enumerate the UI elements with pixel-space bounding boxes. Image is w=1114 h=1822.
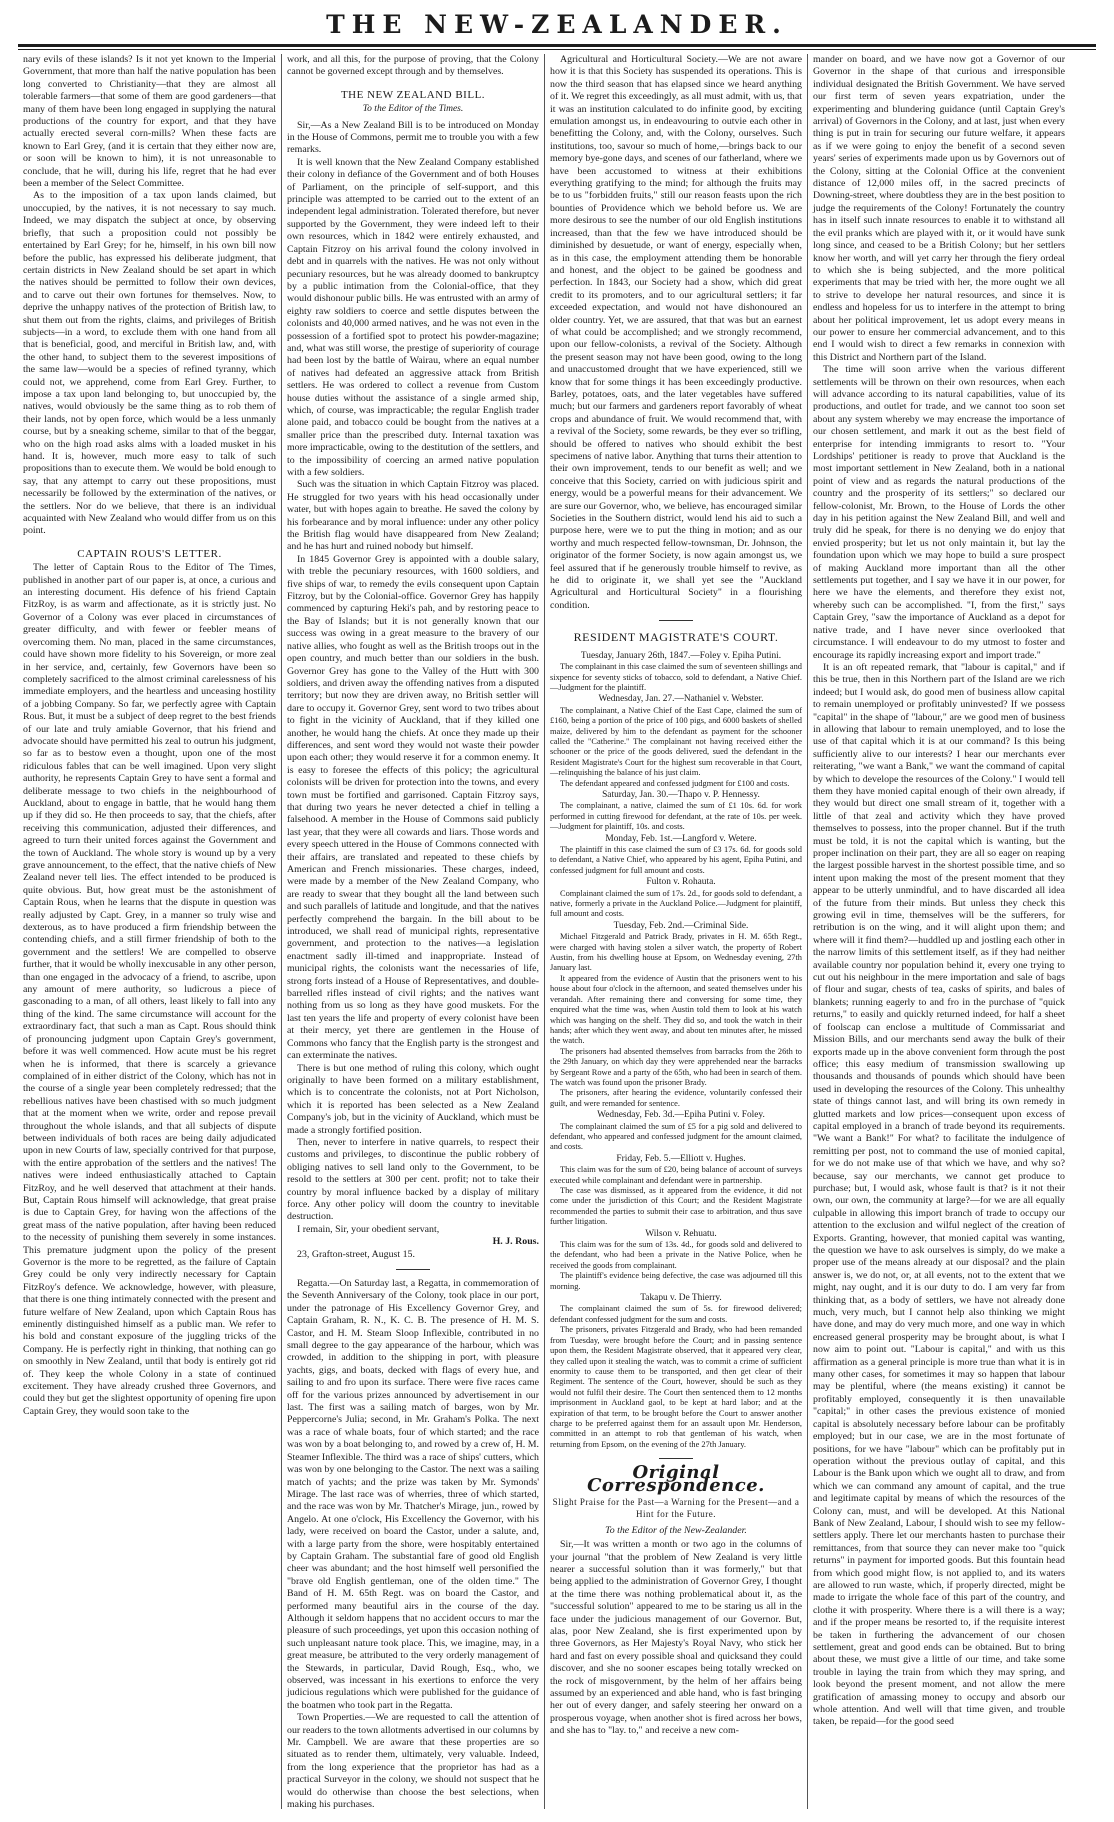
court-case-text: The complainant, a native, claimed the sum of £1 10s. 6d. for work performed in cutting firewood for defendant, at the rate of 10s. per week.—Judgment for plaintiff, 10s. and costs.	[550, 801, 802, 832]
court-date-line: Friday, Feb. 5.—Elliott v. Hughes.	[616, 1153, 746, 1164]
body-paragraph: Sir,—It was written a month or two ago in the columns of your journal "that the problem of New Zealand is very little nearer a successful solution than it was formerly," but that being applied to the administration of Governor Grey, I thought at the time there was nothing problematical about it, as the "successful solution" appeared to me to be staring us all in the face under the judicious management of our Governor. But, alas, poor New Zealand, she is first experimented upon by three Governors, as Her Majesty's Royal Navy, who stick her hard and fast on every possible shoal and quicksand they could discover, and she no sooner escapes being totally wrecked on the rock of misgovernment, by the helm of her affairs being assumed by an experienced and able hand, who is fast bringing her out of every danger, and safely steering her onward on a prosperous voyage, when another shot is fired across her bows, and she has to "lay. to," and receive a new com-	[550, 1539, 802, 1737]
court-case-text: This claim was for the sum of 13s. 4d., for goods sold and delivered to the defendant, who had been a private in the Native Police, when he received the goods from complainant.	[550, 1240, 802, 1270]
section-headline: RESIDENT MAGISTRATE'S COURT.	[573, 630, 779, 645]
section-separator	[396, 1269, 430, 1270]
body-paragraph: In 1845 Governor Grey is appointed with a double salary, with treble the pecuniary resources, with 1600 soldiers, and five ships of war, to remedy the evils consequent upon Captain Fitzroy, but by the Colonial-office. Governor Grey has happily commenced by capturing Heki's pah, and by restoring peace to the Bay of Islands; but it is not generally known that our success was owing in a great measure to the bravery of our native allies, who fought as well as the British troops out in the open country, and much better than our soldiers in the bush. Governor Grey has gone to the Valley of the Hutt with 300 soldiers, and driven away the offending natives from a disputed territory; but now they are driven away, no British settler will dare to occupy it. Governor Grey, sent word to two tribes about to fight in the vicinity of Auckland, that if they killed one another, he would hang the chiefs. At once they made up their differences, and sent word they would not waste their powder upon each other; they would reserve it for a common enemy. It is easy to foresee the effects of this policy; the agricultural colonists will be driven for protection into the towns, and every town must be fortified and garrisoned. Captain Fitzroy says, that during two years he never detected a chief in telling a falsehood. A member in the House of Commons said publicly last year, that they were all cowards and liars. Those words and every speech uttered in the House of Commons connected with their affairs, are translated and repeated to these chiefs by American and French missionaries. These charges, indeed, were made by a member of the New Zealand Company, who are ready to swear that they bought all the land between such and such parallels of latitude and longitude, and that the natives perfectly comprehend the bargain. In the bill about to be introduced, we shall read of municipal rights, representative government, and protection to the natives—a legislation enactment sadly ill-timed and inappropriate. Instead of municipal rights, the colonists want the necessaries of life, strong forts instead of a House of Representatives, and double-barrelled rifles instead of civil rights; and the natives want nothing from us so long as they have good muskets. For the last ten years the life and property of every colonist have been at their mercy, yet there are gentlemen in the House of Commons who fancy that the English party is the strongest and can exterminate the natives.	[287, 553, 539, 1062]
letter-subhead: Slight Praise for the Past—a Warning for the Present—and a Hint for the Future.	[552, 1496, 800, 1520]
body-paragraph: It is well known that the New Zealand Company established their colony in defiance of the Government and of both Houses of Parliament, on the principle of self-support, and this principle was attempted to be carried out to the extent of an independent legal administration. Tolerated therefore, but never supported by the Government, they were indeed left to their own resources, which in 1842 were entirely exhausted, and Captain Fitzroy on his arrival found the colony involved in debt and in quarrels with the natives. He was not only without pecuniary resources, but he was already doomed to bankruptcy by a public intimation from the Colonial-office, that they would dishonour public bills. He was entrusted with an army of eighty raw soldiers to coerce and settle disputes between the colonists and 40,000 armed natives, and he was not even in the possession of a fortified spot to protect his powder-magazine; and, what was still worse, the prestige of superiority of courage had been lost by the battle of Wairau, where an equal number of natives had defeated an aggressive attack from British settlers. He was ordered to collect a revenue from Custom house duties without the assistance of a single armed ship, which, of course, was impracticable; the regular English trader alone paid, and tobacco could be bought from the natives at a smaller price than the prescribed duty. Internal taxation was more impracticable, owing to the destitution of the settlers, and to the impossibility of coercing an armed native population with a few soldiers.	[287, 156, 539, 478]
body-paragraph: The letter of Captain Rous to the Editor of The Times, published in another part of our paper is, at once, a curious and an interesting document. His defence of his friend Captain FitzRoy, is as warm and affectionate, as it is strictly just. No Governor of a Colony was ever placed in circumstances of greater difficulty, and with fewer or feebler means of overcoming them. No man, placed in the same circumstances, could have shown more fidelity to his Sovereign, or more zeal in her service, and, certainly, few Governors have been so completely sacrificed to the almost criminal carelessness of his immediate employers, and the heartless and unceasing hostility of a jobbing Company. So far, we perfectly agree with Captain Rous. But, it must be a subject of deep regret to the best friends of our late and truly amiable Governor, that his friend and advocate should have permitted his zeal to outrun his judgment, so far as to bestow even a thought, upon one of the most ridiculous fables that can be well imagined. Upon very slight authority, he represents Captain Grey to have sent a formal and deliberate message to two chiefs in the neighbourhood of Auckland, about to engage in battle, that he would hang them up if they did so. He then proceeds to say, that the chiefs, after receiving this communication, adjusted their differences, and agreed to turn their united forces against the Government and the town of Auckland. The whole story is wound up by a very grave announcement, to the effect, that the native chiefs of New Zealand never tell lies. The effect intended to be produced is quite obvious. But, how great must be the astonishment of Captain Rous, when he learns that the dispute in question was really adjusted by Capt. Grey, in a manner so truly wise and dexterous, as to have produced a firm friendship between the contending chiefs, and a still firmer friendship of both to the government and the settlers! We are compelled to observe further, that it would be wholly inexcusable in any other person, than one engaged in the advocacy of a friend, to ascribe, upon any amount of mere authority, so ludicrous a piece of gasconading to a man, of all others, least likely to fall into any thing of the kind. The same circumstance will account for the extraordinary fact, that such a man as Capt. Rous should think of pronouncing judgment upon Captain Grey's government, before it was well commenced. How acute must be his regret when he is informed, that there is scarcely a grievance complained of in either district of the Colony, which has not in the course of a single year been completely redressed; that the rebellious natives have been chastised with so much judgment that at the moment when we write, order and repose prevail throughout the whole islands, and that all subjects of dispute between individuals of both races are being daily adjudicated upon in new Courts of law, specially contrived for that purpose, with the entire approbation of the settlers and the natives! The natives were indeed enthusiastically attached to Captain FitzRoy, and he well deserved that attachment at their hands. But, Captain Rous himself will acknowledge, that great praise is due to Captain Grey, for having won the affections of the great mass of the native population, after having been reduced to the necessity of punishing them severely in some instances. This premature judgment upon the policy of the present Governor is the more to be regretted, as the failure of Captain Grey could be only very indirectly necessary for Captain FitzRoy's defence. We acknowledge, however, with pleasure, that there is one thing intimately connected with the present and future welfare of New Zealand, upon which Captain Rous has eminently distinguished himself as a public man. We refer to his bold and constant exposure of the juggling tricks of the Company. He is perfectly right in thinking, that nothing can go on smoothly in New Zealand, until that body is entirely got rid of. They keep the whole Colony in a state of continued excitement. They have already crushed three Governors, and could they but get the slightest opportunity of opening fire upon Captain Grey, they would soon take to the	[23, 562, 276, 1417]
court-date-line: Monday, Feb. 1st.—Langford v. Wetere.	[605, 833, 757, 844]
court-case-text: The plaintiff's evidence being defective, the case was adjourned till this morning.	[550, 1271, 802, 1291]
letter-salutation: To the Editor of the New-Zealander.	[605, 1524, 747, 1536]
court-case-text: Michael Fitzgerald and Patrick Brady, privates in H. M. 65th Regt., were charged with having stolen a silver watch, the property of Robert Austin, from his dwelling house at Epsom, on Wednesday evening, 27th January last.	[550, 932, 802, 973]
columns	[18, 54, 1096, 1809]
court-case-text: The prisoners, after hearing the evidence, voluntarily confessed their guilt, and were remanded for sentence.	[550, 1088, 802, 1108]
body-paragraph: I remain, Sir, your obedient servant,	[297, 1223, 440, 1235]
court-case-text: The complainant, a Native Chief of the East Cape, claimed the sum of £160, being a portion of the price of 100 pigs, and 6000 baskets of shelled maize, delivered by him to the defendant as payment for the schooner called the "Catherine." The complainant not having received either the schooner or the price of the goods delivered, sued the defendant in the Resident Magistrate's Court for the highest sum recoverable in that Court,—relinquishing the balance of his just claim.	[550, 705, 802, 778]
body-paragraph: nary evils of these islands? Is it not yet known to the Imperial Government, that more than half the native population has been long converted to Christianity—that they are almost all tolerable farmers—that some of them are good gardeners—that many of them have been long engaged in supplying the natural productions of the country for export, and that they have actually erected several corn-mills? When these facts are known to Earl Grey, (and it is certain that they either now are, or soon will be known to him), it is not unreasonable to conclude, that he will, during his life, regret that he had ever been a member of the Select Committee.	[23, 54, 276, 190]
body-paragraph: Regatta.—On Saturday last, a Regatta, in commemoration of the Seventh Anniversary of the Colony, took place in our port, under the patronage of His Excellency Governor Grey, and Captain Graham, R. N., K. C. B. The presence of H. M. S. Castor, and H. M. Steam Sloop Inflexible, contributed in no small degree to the gay appearance of the harbour, which was crowded, in addition to the shipping in port, with pleasure yachts, gigs, and boats, decked with flags of every hue, and sailing to and fro upon its surface. There were five races came off for the various prizes announced by advertisement in our last. The first was a sailing match of barges, won by Mr. Peppercorne's Julia; second, in Mr. Graham's Polka. The next was a race of whale boats, four of which started; and the race was won by a boat belonging to, and rowed by a crew of, H. M. Steamer Inflexible. The third was a race of ships' cutters, which was won by one belonging to the Castor. The next was a sailing match of yachts; and the prize was taken by Mr. Symonds' Mirage. The last race was of wherries, three of which started, and the race was won by Mr. Thatcher's Mirage, jun., rowed by Angelo. At one o'clock, His Excellency the Governor, with his lady, were received on board the Castor, under a salute, and, with a large party from the shore, were hospitably entertained by Captain Graham. The substantial fare of good old English cheer was abundant; and the host himself well personified the "brave old English gentleman, one of the olden time." The Band of H. M. 65th Regt. was on board the Castor, and performed many beautiful airs in the course of the day. Although it seldom happens that no accident occurs to mar the pleasure of such proceedings, yet upon this occasion nothing of such unpleasant nature took place. This, we imagine, may, in a great measure, be attributed to the very orderly management of the Stewards, in particular, David Rough, Esq., who, we observed, was incessant in his exertions to enforce the very judicious regulations which were published for the guidance of the boatmen who took part in the Regatta.	[287, 1278, 539, 1711]
court-case-text: The case was dismissed, as it appeared from the evidence, it did not come under the jurisdiction of this Court; and the Resident Magistrate recommended the parties to submit their case to arbitration, and thus save further litigation.	[550, 1186, 802, 1227]
court-case-text: This claim was for the sum of £20, being balance of account of surveys executed while complainant and defendant were in partnership.	[550, 1165, 802, 1185]
court-date-line: Wilson v. Rehuatu.	[645, 1228, 717, 1239]
court-case-text: It appeared from the evidence of Austin that the prisoners went to his house about four o'clock in the afternoon, and seated themselves under his verandah. After remaining there and conversing for some time, they enquired what the time was, when Austin told them to look at his watch which was hanging on the shelf. They did so, and took the watch in their hands; after which they went away, and about ten minutes after, he missed the watch.	[550, 973, 802, 1046]
body-paragraph: As to the imposition of a tax upon lands claimed, but unoccupied, by the natives, it is not necessary to say much. Indeed, we may dispatch the subject at once, by observing briefly, that such a proposition could not possibly be entertained by Earl Grey; for he, himself, in his own bill now before the public, has expressed his deliberate judgment, that certain districts in New Zealand should be set apart in which the natives should be permitted to follow their own devices, and to carve out their own fortunes for themselves. Now, to deprive the unhappy natives of the protection of British law, to shut them out from the rights, claims, and privileges of British subjects—in a word, to exclude them with one hand from all that is beneficial, good, and merciful in British law, and, with the other hand, to subject them to the severest impositions of the same law—would be a species of refined tyranny, which could not, we apprehend, come from Earl Grey. Further, to impose a tax upon land belonging to, but unoccupied by, the natives, would obviously be the same thing as to rob them of their lands, not by open force, which would be a less unmanly course, but by a sneaking scheme, similar to that of the beggar, who on the high road asks alms with a loaded musket in his hand. It is, however, much more easy to talk of such propositions than to execute them. We would be bold enough to say, that any attempt to carry out these propositions, must necessarily be followed by the extermination of the natives, or the settlers. Nor do we believe, that there is an individual acquainted with New Zealand who would differ from us on this point.	[23, 190, 276, 537]
court-date-line: Takapu v. De Thierry.	[640, 1293, 722, 1304]
body-paragraph: mander on board, and we have now got a Governor of our Governor in the shape of that curious and irresponsible individual designated the British Government. We have served our first term of seven years expatriation, under the experimenting and blundering guidance (until Captain Grey's arrival) of Governors in the Colony, and at last, just when every thing is put in train for securing our future welfare, it appears as if we were going to enjoy the benefit of a second seven years' series of experiments made upon us by Governors out of the Colony, sitting at the Colonial Office at the convenient distance of 12,000 miles off, in the sacred precincts of Downing-street, where doubtless they are in the best position to judge the requirements of the Colony! Fortunately the country has in itself such innate resources to enable it to withstand all the evil pranks which are played with it, or it would have sunk long since, and ceased to be a British Colony; but her settlers know her worth, and will yet carry her through the fiery ordeal to which she is being subjected, and the more political experiments that may be tried with her, the more ought we all to strive to develope her natural resources, and since it is endless and hopeless for us to interfere in the attempt to bring about her political improvement, let us adopt every means in our power to ensure her commercial advancement, and to this end I would wish to direct a few remarks in connexion with this District and Northern part of the Island.	[813, 54, 1065, 363]
body-paragraph: The time will soon arrive when the various different settlements will be thrown on their own resources, when each will advance according to its natural capabilities, value of its productions, and outlet for trade, and we cannot too soon set about any system whereby we may encrease the importance of our chosen settlement, and mark it out as the best field of enterprise for intending immigrants to resort to. "Your Lordships' petitioner is ready to prove that Auckland is the most important settlement in New Zealand, both in a national point of view and as regards the natural productions of the country and the prosperity of its settlers;" so declared our fellow-colonist, Mr. Brown, to the House of Lords the other day in his petition against the New Zealand Bill, and well and truly did he speak, for there is no denying we do enjoy that envied prosperity; but let us not only maintain it, but lay the foundation upon which we may hope to build a sure prospect of making Auckland more important than all the other settlements put together, and I say we have it in our power, for here we have the elements, and therefore they exist not, whereby such can be accomplished. "I, from the first," says Captain Grey, "saw the importance of Auckland as a depot for native trade, and I have never since overlooked that circumstance. I will endeavour to do my utmost to foster and encourage its rapidly increasing export and import trade."	[813, 364, 1065, 661]
column-3	[544, 54, 807, 1809]
body-paragraph: Town Properties.—We are requested to call the attention of our readers to the town allotments advertised in our columns by Mr. Campbell. We are aware that these properties are so situated as to render them, ultimately, very valuable. Indeed, from the long experience that the proprietor has had as a practical Surveyor in the colony, we should not suspect that he would do otherwise than choose the best selections, when making his purchases.	[287, 1712, 539, 1809]
body-paragraph: There is but one method of ruling this colony, which ought originally to have been formed on a military establishment, which is to concentrate the colonists, not at Port Nicholson, which it is reported has been selected as a New Zealand Company's job, but in the vicinity of Auckland, which must be made a strongly fortified position.	[287, 1062, 539, 1136]
article-subhead: To the Editor of the Times.	[362, 104, 464, 115]
body-paragraph: work, and all this, for the purpose of proving, that the Colony cannot be governed except through and by themselves.	[287, 54, 539, 78]
section-separator	[659, 1458, 693, 1459]
body-paragraph: Then, never to interfere in native quarrels, to respect their customs and privileges, to discontinue the public robbery of obliging natives to sell land only to the Government, to be resold to the settlers at 300 per cent. profit; not to take their country by moral influence backed by a display of military force. Any other policy will doom the country to inevitable destruction.	[287, 1136, 539, 1223]
body-paragraph: Sir,—As a New Zealand Bill is to be introduced on Monday in the House of Commons, permit me to trouble you with a few remarks.	[287, 119, 539, 156]
section-headline: Original Correspondence.	[587, 1462, 765, 1496]
court-case-text: The complainant claimed the sum of £5 for a pig sold and delivered to defendant, who appeared and confessed judgment for the amount claimed, and costs.	[550, 1121, 802, 1152]
body-paragraph: Such was the situation in which Captain Fitzroy was placed. He struggled for two years with his head occasionally under water, but with hopes again to breathe. He saved the colony by his forbearance and by moral influence: under any other policy the British flag would have disappeared from New Zealand; and he has hurt and ruined nobody but himself.	[287, 479, 539, 553]
body-paragraph: It is an oft repeated remark, that "labour is capital," and if this be true, then in this Northern part of the Island are we rich indeed; but I would ask, do good men of business allow capital to remain unemployed or profitably uninvested? If we possess "capital" in the shape of "labour," are we good men of business in allowing that labour to remain unemployed, and to lose the use of that capital which it is at our command? Is this being sufficiently alive to our interests? I hear our merchants ever reiterating, "we want a Bank," we want the command of capital by which to develope the resources of the Colony." I would tell them they have monied capital enough of their own already, if they would but direct one small stream of it, together with a little of that zeal and activity which they have proved themselves to possess, into the proper channel. But if the truth must be told, it is not the capital which is wanting, but the proper inclination on their part, they are all so eager on reaping the largest possible harvest in the shortest possible time, and so intent upon making the most of the present moment that they appear to be utterly unmindful, and to have discarded all idea of the future from their minds. But unless they check this growing evil in time, themselves will be the sufferers, for retribution is on the wing, and it will alight upon them; and where will it find them?—huddled up and jostling each other in the narrow limits of this settlement itself, as if they had neither available country nor population behind it, every one trying to cut out his neighbour in the mere importation and sale of bags of flour and sugar, chests of tea, casks of spirits, and bales of blankets; running eagerly to and fro in the purchase of "quick returns," to easily and quickly returned indeed, for half a sheet of foolscap can enclose a multitude of Commissariat and Mission Bills, and our merchants send away the bulk of their exports made up in the above convenient form through the post office; this easy medium of transmission swallowing up thousands and thousands of pounds which should have been used in developing the resources of the Colony. This unhealthy state of things cannot last, and will bring its own remedy in glutted markets and low prices—consequent upon excess of capital employed in a branch of trade beyond its requirements. "We want a Bank!" For what? to facilitate the indulgence of remitting per post, not to command the use of monied capital, for we do not make use of that which we have, and why so? because, say our merchants, we cannot get produce to purchase; but, I would ask, whose fault is that? is it not their own, our own, the community at large?—for we are all equally culpable in allowing this import branch of trade to occupy our attention to the exclusion and wilful neglect of the creation of Exports. Granting, however, that monied capital was wanting, the question we have to ask ourselves is simply, do we make a proper use of the means already at our disposal? and the plain answer is, we do not, or, at all events, not to the extent that we might, nay ought, and it is our duty to do. I am very far from thinking that, as a body of settlers, we have not already done much, very much, but I cannot help also thinking we might have done, and may do very much more, and one way in which encreased general prosperity may be brought about, is what I now aim to point out. "Labour is capital," and with us this affirmation as a general principle is more true than what it is in many other cases, for sometimes it may so happen that labour may be plentiful, where (the means existing) it cannot be profitably employed, consequently it is then unavailable "capital;" in other cases the previous existence of monied capital is absolutely necessary before labour can be profitably employed; but in our case, we are in the most fortunate of positions, for we have "labour" which can be profitably put in operation without the previous outlay of capital, and this Labour is the Bank upon which we ought all to draw, and from which we can command any amount of capital, and the true and legitimate capital by means of which the resources of the Colony can, must, and will be developed. At this National Bank of New Zealand, Labour, I should wish to see my fellow-settlers apply. There let our merchants hasten to purchase their remittances, from that source they can never make too "quick returns" in payment for imported goods. But this fountain head from which good might flow, is not applied to, and its waters are allowed to run waste, which, if properly directed, might be made to irrigate the whole face of this part of the country, and clothe it with prosperity. Where there is a will there is a way; and if the proper means be resorted to, if the requisite interest be taken in furthering the advancement of our chosen settlement, great and good ends can be obtained. But to bring about these, we must give a little of our time, and take some trouble in laying the train from which they may spring, and look beyond the present moment, and not allow the mere gratification of amassing money to occupy and absorb our whole attention. And well will that time given, and trouble taken, be repaid—for the good seed	[813, 661, 1065, 1728]
court-date-line: Saturday, Jan. 30.—Thapo v. P. Hennessy.	[602, 789, 760, 800]
court-date-line: Fulton v. Rohauta.	[646, 877, 716, 888]
court-case-text: The prisoners, privates Fitzgerald and Brady, who had been remanded from Tuesday, were brought before the Court; and in passing sentence upon them, the Resident Magistrate observed, that it appeared very clear, they called upon it stealing the watch, was to commit a crime of sufficient enormity to cause them to be transported, and then get clear of their Regiment. The sentence of the Court, however, should be such as they would not fulfil their desire. The Court then sentenced them to 12 months imprisonment in Auckland gaol, to be kept at hard labor; and at the expiration of that term, to be brought before the Court to answer another charge to be preferred against them for an assault upon Mr. Henderson, committed in an attempt to rob that gentleman of his watch, when returning from Epsom, on the evening of the 27th January.	[550, 1325, 802, 1449]
letter-address: 23, Grafton-street, August 15.	[297, 1248, 415, 1260]
court-case-text: The prisoners had absented themselves from barracks from the 26th to the 29th January, on which day they were apprehended near the barracks by Sergeant Rowe and a party of the 65th, who had been in search of them. The watch was found upon the prisoner Brady.	[550, 1046, 802, 1087]
court-case-text: Complainant claimed the sum of 17s. 2d., for goods sold to defendant, a native, formerly a private in the Auckland Police.—Judgment for plaintiff, full amount and costs.	[550, 888, 802, 919]
court-date-line: Wednesday, Feb. 3d.—Epiha Putini v. Foley.	[597, 1110, 765, 1121]
court-case-text: The complainant claimed the sum of 5s. for firewood delivered; defendant confessed judgment for the sum and costs.	[550, 1304, 802, 1324]
court-case-text: The defendant appeared and confessed judgment for £100 and costs.	[560, 778, 790, 788]
court-case-text: The plaintiff in this case claimed the sum of £3 17s. 6d. for goods sold to defendant, a Native Chief, who appeared by his agent, Epiha Putini, and confessed judgment for full amount and costs.	[550, 845, 802, 875]
column-4	[807, 54, 1070, 1809]
masthead: THE NEW-ZEALANDER.	[326, 10, 788, 39]
column-2	[281, 54, 544, 1809]
article-headline: THE NEW ZEALAND BILL.	[340, 88, 486, 101]
section-separator	[659, 620, 693, 621]
masthead-rule-thick	[18, 44, 1096, 47]
court-date-line: Tuesday, January 26th, 1847.—Foley v. Epiha Putini.	[580, 650, 782, 661]
letter-signature: H. J. Rous.	[492, 1236, 539, 1248]
masthead-rule-thin	[18, 49, 1096, 50]
article-headline: CAPTAIN ROUS'S LETTER.	[77, 547, 222, 560]
body-paragraph: Agricultural and Horticultural Society.—We are not aware how it is that this Society has suspended its operations. This is now the third season that has elapsed since we heard anything of it. We regret this exceedingly, as all must admit, with us, that it was an institution calculated to do infinite good, by exciting emulation amongst us, in endeavouring to outvie each other in benefitting the Colony, and, with the Colony, ourselves. Such institutions, too, savour so much of home,—brings back to our memory bye-gone days, and scenes of our fatherland, where we have been accustomed to witness at their exhibitions everything gratifying to the mind; for although the fruits may be to us "forbidden fruits," still our reason feasts upon the rich bounties of Providence which we behold before us. We are more desirous to see the number of our old English institutions increased, than that the few we have introduced should be diminished by desuetude, or want of energy, especially when, as in this case, the employment attending them be honorable and honest, and the object to be gained be goodness and perfection. In 1843, our Society had a show, which did great credit to its promoters, and to our agricultural settlers; it far exceeded expectation, and would not have dishonoured an older country. Yet, we are assured, that that was but an earnest of what could be accomplished; and we strongly recommend, upon our fellow-colonists, a revival of the Society. Although the present season may not have been good, owing to the long and unaccustomed drought that we have experienced, still we know that for some things it has been exceedingly productive. Barley, potatoes, oats, and the later vegetables have suffered much; but our farmers and gardeners report favorably of wheat crops and abundance of fruit. We would recommend that, with a revival of the Society, some rewards, be they ever so trifling, should be offered to natives who should exhibit the best specimens of native labor. Anything that turns their attention to their own improvement, tends to our benefit as well; and we conceive that this Society, carried on with judicious spirit and energy, would be a powerful means for their advancement. We are sure our Governor, who, we believe, has encouraged similar Societies in the Southern district, would lend his aid to such a purpose here, were we to put the thing in motion; and as our worthy and much respected fellow-townsman, Dr. Johnson, the originator of the former Society, is now again amongst us, we feel assured that if he generously trouble himself to revive, as he did to originate it, we shall yet see the "Auckland Agricultural and Horticultural Society" in a flourishing condition.	[550, 54, 802, 611]
column-1	[18, 54, 281, 1809]
court-date-line: Wednesday, Jan. 27.—Nathaniel v. Webster.	[598, 694, 764, 705]
court-date-line: Tuesday, Feb. 2nd.—Criminal Side.	[613, 920, 749, 931]
court-case-text: The complainant in this case claimed the sum of seventeen shillings and sixpence for seventy sticks of tobacco, sold to defendant, a Native Chief.—Judgment for the plaintiff.	[550, 662, 802, 692]
